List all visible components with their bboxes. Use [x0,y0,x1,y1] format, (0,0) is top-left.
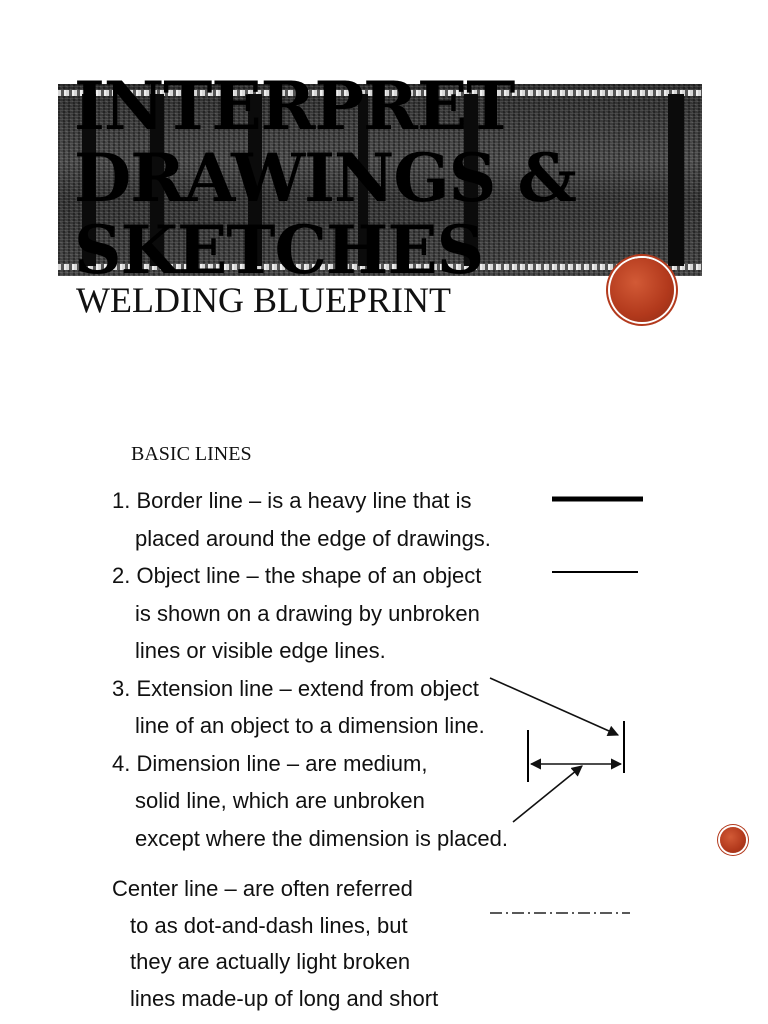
paragraph-text: they are actually light broken [130,949,411,974]
list-item-text: solid line, which are unbroken [135,788,425,813]
title-line: DRAWINGS & [74,139,576,217]
list-item-text: except where the dimension is placed. [135,825,508,851]
title-line: SKETCHES [74,211,484,289]
extension-pointer-arrow [490,678,618,735]
paragraph-text: lines made-up of long and short [130,985,439,1011]
paragraph-text: to as dot-and-dash lines, but [130,912,408,938]
list-item-text: 2. Object line – the shape of an object [112,563,482,588]
list-item-text: 4. Dimension line – are medium, [112,750,428,776]
paragraph-text: Center line – are often referred [112,876,413,901]
list-item-text: lines or visible edge lines. [135,638,386,663]
title-line: INTERPRET [74,67,515,145]
list-item-text: 1. Border line – is a heavy line that is [112,488,472,513]
list-item-text: line of an object to a dimension line. [135,713,485,738]
section-heading: BASIC LINES [131,443,252,465]
slide-subtitle: WELDING BLUEPRINT [76,280,451,320]
list-item-text: 3. Extension line – extend from object [112,675,479,701]
decorative-orb-icon [720,827,746,853]
dimension-pointer-arrow [513,766,582,822]
list-item-text: placed around the edge of drawings. [135,525,491,551]
list-item-text: is shown on a drawing by unbroken [135,600,480,626]
